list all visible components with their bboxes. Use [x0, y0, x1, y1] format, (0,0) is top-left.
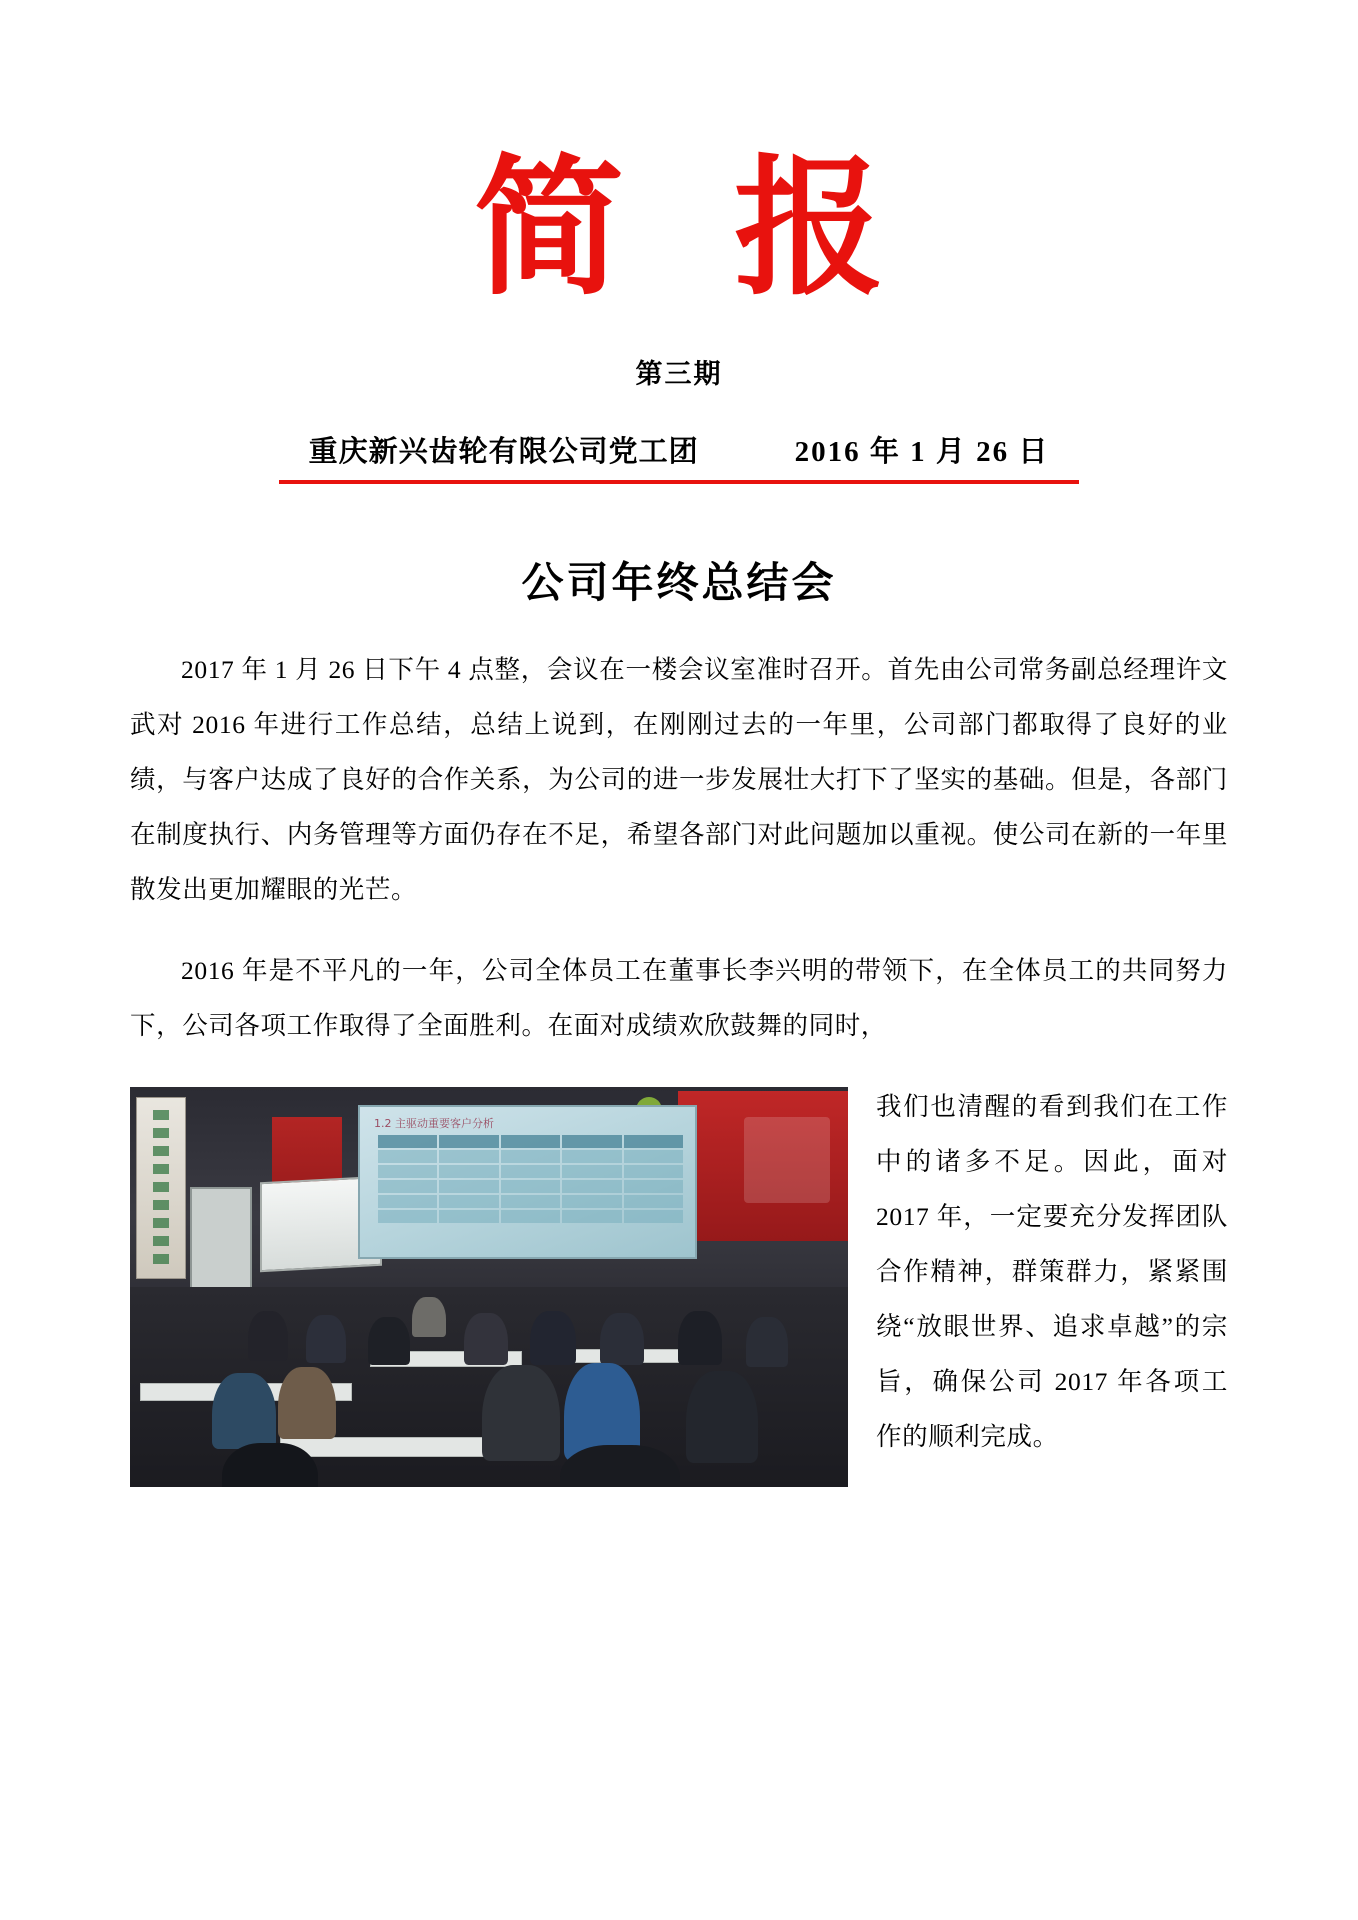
table-cell	[562, 1180, 621, 1193]
table-cell	[624, 1210, 683, 1223]
table-cell	[378, 1165, 437, 1178]
table-cell	[378, 1150, 437, 1163]
table-cell	[501, 1165, 560, 1178]
table-cell	[624, 1165, 683, 1178]
table-cell	[501, 1210, 560, 1223]
table-cell	[439, 1150, 498, 1163]
table-cell	[378, 1135, 437, 1148]
table-row	[378, 1195, 683, 1208]
table-row	[378, 1150, 683, 1163]
photo-attendee	[278, 1367, 336, 1439]
paragraph-1: 2017 年 1 月 26 日下午 4 点整，会议在一楼会议室准时召开。首先由公司常务副总经理许文武对 2016 年进行工作总结，总结上说到，在刚刚过去的一年里，公司部门都取得了良好的业绩，与客户达成了良好的合作关系，为公司的进一步发展壮大打下了坚实的基础。但是，各部门在制度执行、内务管理等方面仍存在不足，希望各部门对此问题加以重视。使公司在新的一年里散发出更加耀眼的光芒。	[130, 654, 1228, 904]
photo-attendee	[530, 1311, 576, 1365]
table-cell	[562, 1210, 621, 1223]
photo-attendee	[600, 1313, 644, 1365]
photo-attendee	[212, 1373, 276, 1449]
photo-red-banner-right	[678, 1091, 848, 1241]
photo-attendee	[306, 1315, 346, 1363]
table-row	[378, 1210, 683, 1223]
table-cell	[501, 1150, 560, 1163]
table-cell	[562, 1150, 621, 1163]
table-cell	[624, 1150, 683, 1163]
table-row	[378, 1180, 683, 1193]
table-cell	[501, 1195, 560, 1208]
publisher-name: 重庆新兴齿轮有限公司党工团	[308, 435, 699, 468]
masthead	[130, 0, 1228, 484]
photo-attendee	[678, 1311, 722, 1365]
photo-door	[190, 1187, 252, 1303]
paragraph-2: 2016 年是不平凡的一年，公司全体员工在董事长李兴明的带领下，在全体员工的共同努力下，公司各项工作取得了全面胜利。在面对成绩欢欣鼓舞的同时，	[130, 955, 1228, 1040]
paragraph-2-continued: 我们也清醒的看到我们在工作中的诸多不足。因此，面对 2017 年，一定要充分发挥团队合作精神，群策群力，紧紧围绕“放眼世界、追求卓越”的宗旨，确保公司 2017 年各项工作的顺利完成。	[876, 1091, 1228, 1451]
photo-attendee	[560, 1445, 680, 1487]
table-cell	[378, 1195, 437, 1208]
table-row	[378, 1135, 683, 1148]
photo-with-text-block	[130, 1079, 1228, 1497]
photo-attendee	[686, 1371, 758, 1463]
table-cell	[501, 1180, 560, 1193]
photo-attendee	[464, 1313, 508, 1365]
table-cell	[624, 1195, 683, 1208]
table-cell	[501, 1135, 560, 1148]
table-cell	[378, 1210, 437, 1223]
table-cell	[439, 1180, 498, 1193]
issue-number: 第三期	[635, 358, 723, 389]
table-cell	[624, 1180, 683, 1193]
photo-attendee	[746, 1317, 788, 1367]
red-divider-rule	[279, 480, 1079, 484]
table-row	[378, 1165, 683, 1178]
table-cell	[562, 1165, 621, 1178]
photo-projection-screen	[358, 1105, 697, 1259]
article-title: 公司年终总结会	[521, 557, 837, 607]
photo-audience-area	[130, 1287, 848, 1487]
publication-date: 2016 年 1 月 26 日	[794, 435, 1050, 468]
photo-attendee	[482, 1365, 560, 1461]
meeting-photo	[130, 1087, 848, 1487]
projection-table	[378, 1135, 683, 1247]
table-cell	[562, 1135, 621, 1148]
photo-attendee	[248, 1311, 288, 1361]
photo-left-banner	[136, 1097, 186, 1279]
projection-screen-title: 1.2 主驱动重要客户分析	[374, 1116, 494, 1130]
table-cell	[378, 1180, 437, 1193]
masthead-title: 简报	[473, 140, 994, 316]
table-cell	[439, 1210, 498, 1223]
article-body	[130, 642, 1228, 1053]
publisher-row	[130, 429, 1228, 470]
table-cell	[439, 1165, 498, 1178]
table-cell	[439, 1195, 498, 1208]
photo-speaker	[412, 1297, 446, 1337]
table-cell	[562, 1195, 621, 1208]
table-cell	[624, 1135, 683, 1148]
photo-attendee	[368, 1317, 410, 1365]
table-cell	[439, 1135, 498, 1148]
